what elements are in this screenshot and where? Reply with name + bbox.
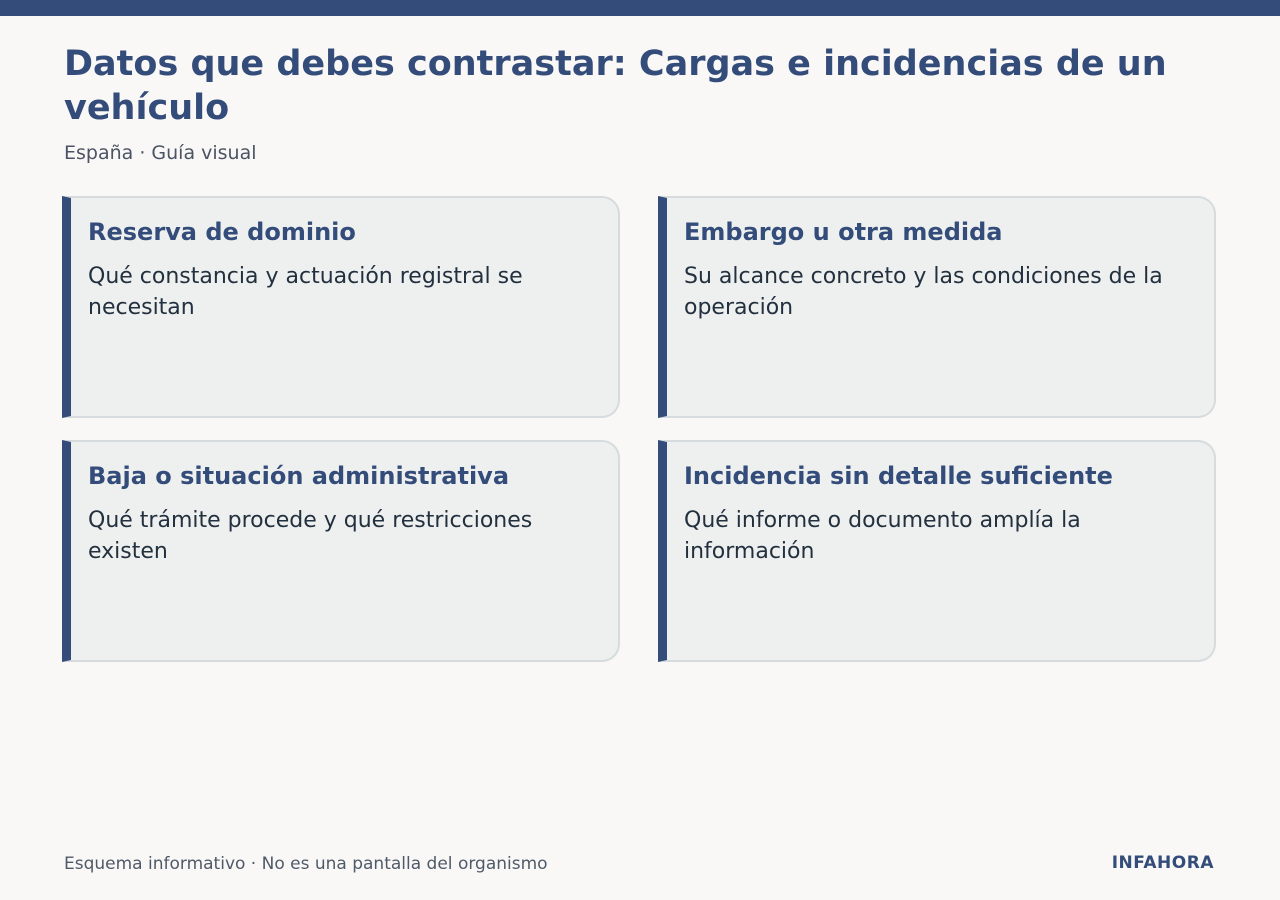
card-title: Embargo u otra medida	[684, 218, 1003, 246]
page-subtitle: España · Guía visual	[64, 142, 257, 164]
top-accent-bar	[0, 0, 1280, 16]
brand-logo-text: INFAHORA	[1111, 853, 1214, 873]
page-title: Datos que debes contrastar: Cargas e incidencias de un vehículo	[64, 44, 1167, 128]
card-reserva-de-dominio	[62, 196, 620, 418]
card-title: Baja o situación administrativa	[88, 462, 510, 490]
card-description: Qué informe o documento amplía la información	[684, 508, 1081, 564]
card-incidencia-sin-detalle	[658, 440, 1216, 662]
footer-disclaimer: Esquema informativo · No es una pantalla del organismo	[64, 854, 548, 874]
card-baja-administrativa	[62, 440, 620, 662]
card-title: Incidencia sin detalle suficiente	[684, 462, 1113, 490]
card-title: Reserva de dominio	[88, 218, 356, 246]
card-description: Qué constancia y actuación registral se necesitan	[88, 264, 523, 320]
card-embargo	[658, 196, 1216, 418]
card-description: Su alcance concreto y las condiciones de la operación	[684, 264, 1163, 320]
card-description: Qué trámite procede y qué restricciones existen	[88, 508, 533, 564]
